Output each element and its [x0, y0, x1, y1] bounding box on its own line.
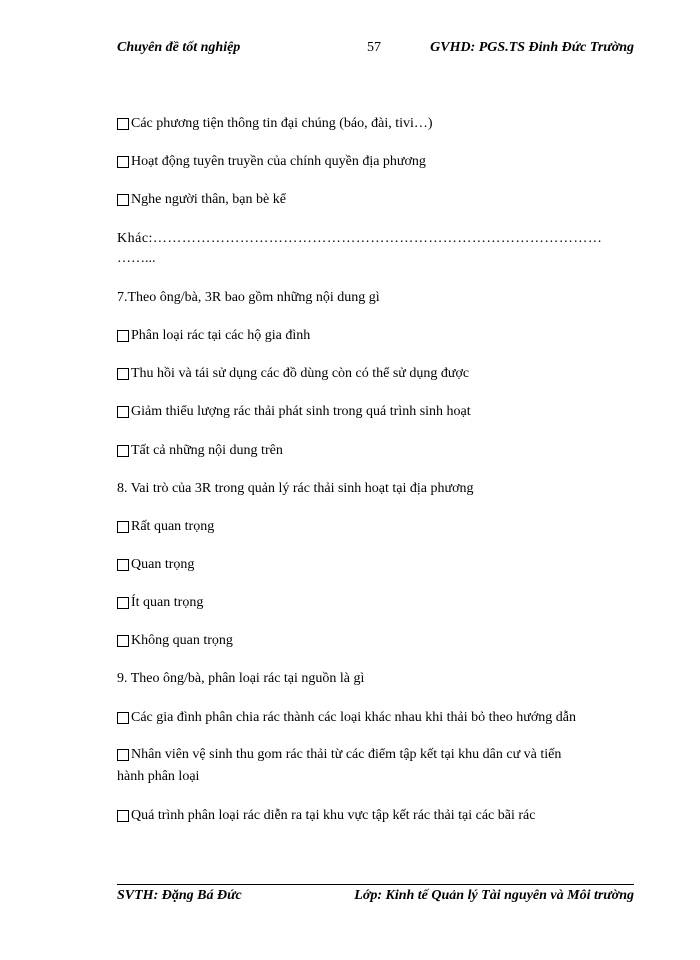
option-label: Các phương tiện thông tin đại chúng (báo, đài, tivi…) — [131, 116, 433, 131]
other-answer-line: Khác:………………………………………………………………………………… — [117, 231, 603, 246]
checkbox[interactable] — [117, 194, 129, 206]
option-label: Nhân viên vệ sinh thu gom rác thải từ các điểm tập kết tại khu dân cư và tiến — [131, 747, 562, 762]
question-7-title: 7.Theo ông/bà, 3R bao gồm những nội dung gì — [117, 290, 380, 305]
option-label: Phân loại rác tại các hộ gia đình — [131, 328, 311, 343]
option-label: Không quan trọng — [131, 633, 233, 648]
footer-class: Lớp: Kinh tế Quản lý Tài nguyên và Môi trường — [354, 888, 634, 903]
checkbox[interactable] — [117, 406, 129, 418]
option-label: Thu hồi và tái sử dụng các đồ dùng còn có thể sử dụng được — [131, 366, 470, 381]
checkbox-option-q8-3[interactable] — [117, 593, 634, 613]
checkbox[interactable] — [117, 597, 129, 609]
checkbox-option-relatives[interactable] — [117, 190, 634, 210]
page-number: 57 — [367, 40, 381, 55]
option-label-cont: hành phân loại — [117, 769, 200, 784]
checkbox[interactable] — [117, 118, 129, 130]
checkbox-option-q7-2[interactable] — [117, 364, 634, 384]
option-label: Giảm thiểu lượng rác thải phát sinh trong quá trình sinh hoạt — [131, 404, 471, 419]
checkbox-option-q8-2[interactable] — [117, 555, 634, 575]
checkbox[interactable] — [117, 330, 129, 342]
option-label: Quan trọng — [131, 557, 195, 572]
checkbox-option-q7-1[interactable] — [117, 326, 634, 346]
option-label: Các gia đình phân chia rác thành các loại khác nhau khi thải bỏ theo hướng dẫn — [131, 710, 576, 725]
checkbox[interactable] — [117, 635, 129, 647]
option-label: Rất quan trọng — [131, 519, 215, 534]
checkbox-option-q7-3[interactable] — [117, 402, 634, 422]
option-label: Hoạt động tuyên truyền của chính quyền địa phương — [131, 154, 426, 169]
header-supervisor: GVHD: PGS.TS Đinh Đức Trường — [430, 40, 634, 55]
checkbox-option-local-government[interactable] — [117, 152, 634, 172]
page-footer — [117, 888, 634, 908]
footer-divider — [117, 884, 634, 885]
other-answer-line-cont: ……... — [117, 251, 156, 266]
checkbox-option-q9-3[interactable] — [117, 806, 634, 826]
question-9-title: 9. Theo ông/bà, phân loại rác tại nguồn là gì — [117, 671, 365, 686]
checkbox-option-q8-1[interactable] — [117, 517, 634, 537]
checkbox[interactable] — [117, 156, 129, 168]
checkbox[interactable] — [117, 368, 129, 380]
checkbox[interactable] — [117, 559, 129, 571]
checkbox[interactable] — [117, 712, 129, 724]
option-label: Ít quan trọng — [131, 595, 204, 610]
checkbox[interactable] — [117, 445, 129, 457]
checkbox-option-q8-4[interactable] — [117, 631, 634, 651]
checkbox-option-q9-1[interactable] — [117, 708, 634, 728]
checkbox[interactable] — [117, 810, 129, 822]
option-label: Nghe người thân, bạn bè kể — [131, 192, 286, 207]
checkbox-option-q9-2[interactable] — [117, 745, 634, 765]
checkbox-option-q7-4[interactable] — [117, 441, 634, 461]
option-label: Tất cả những nội dung trên — [131, 443, 283, 458]
footer-student: SVTH: Đặng Bá Đức — [117, 888, 242, 903]
question-8-title: 8. Vai trò của 3R trong quản lý rác thải sinh hoạt tại địa phương — [117, 481, 474, 496]
checkbox[interactable] — [117, 521, 129, 533]
checkbox[interactable] — [117, 749, 129, 761]
option-label: Quá trình phân loại rác diễn ra tại khu vực tập kết rác thải tại các bãi rác — [131, 808, 536, 823]
checkbox-option-mass-media[interactable] — [117, 114, 634, 134]
page-header — [117, 40, 634, 60]
header-thesis-title: Chuyên đề tốt nghiệp — [117, 40, 241, 55]
